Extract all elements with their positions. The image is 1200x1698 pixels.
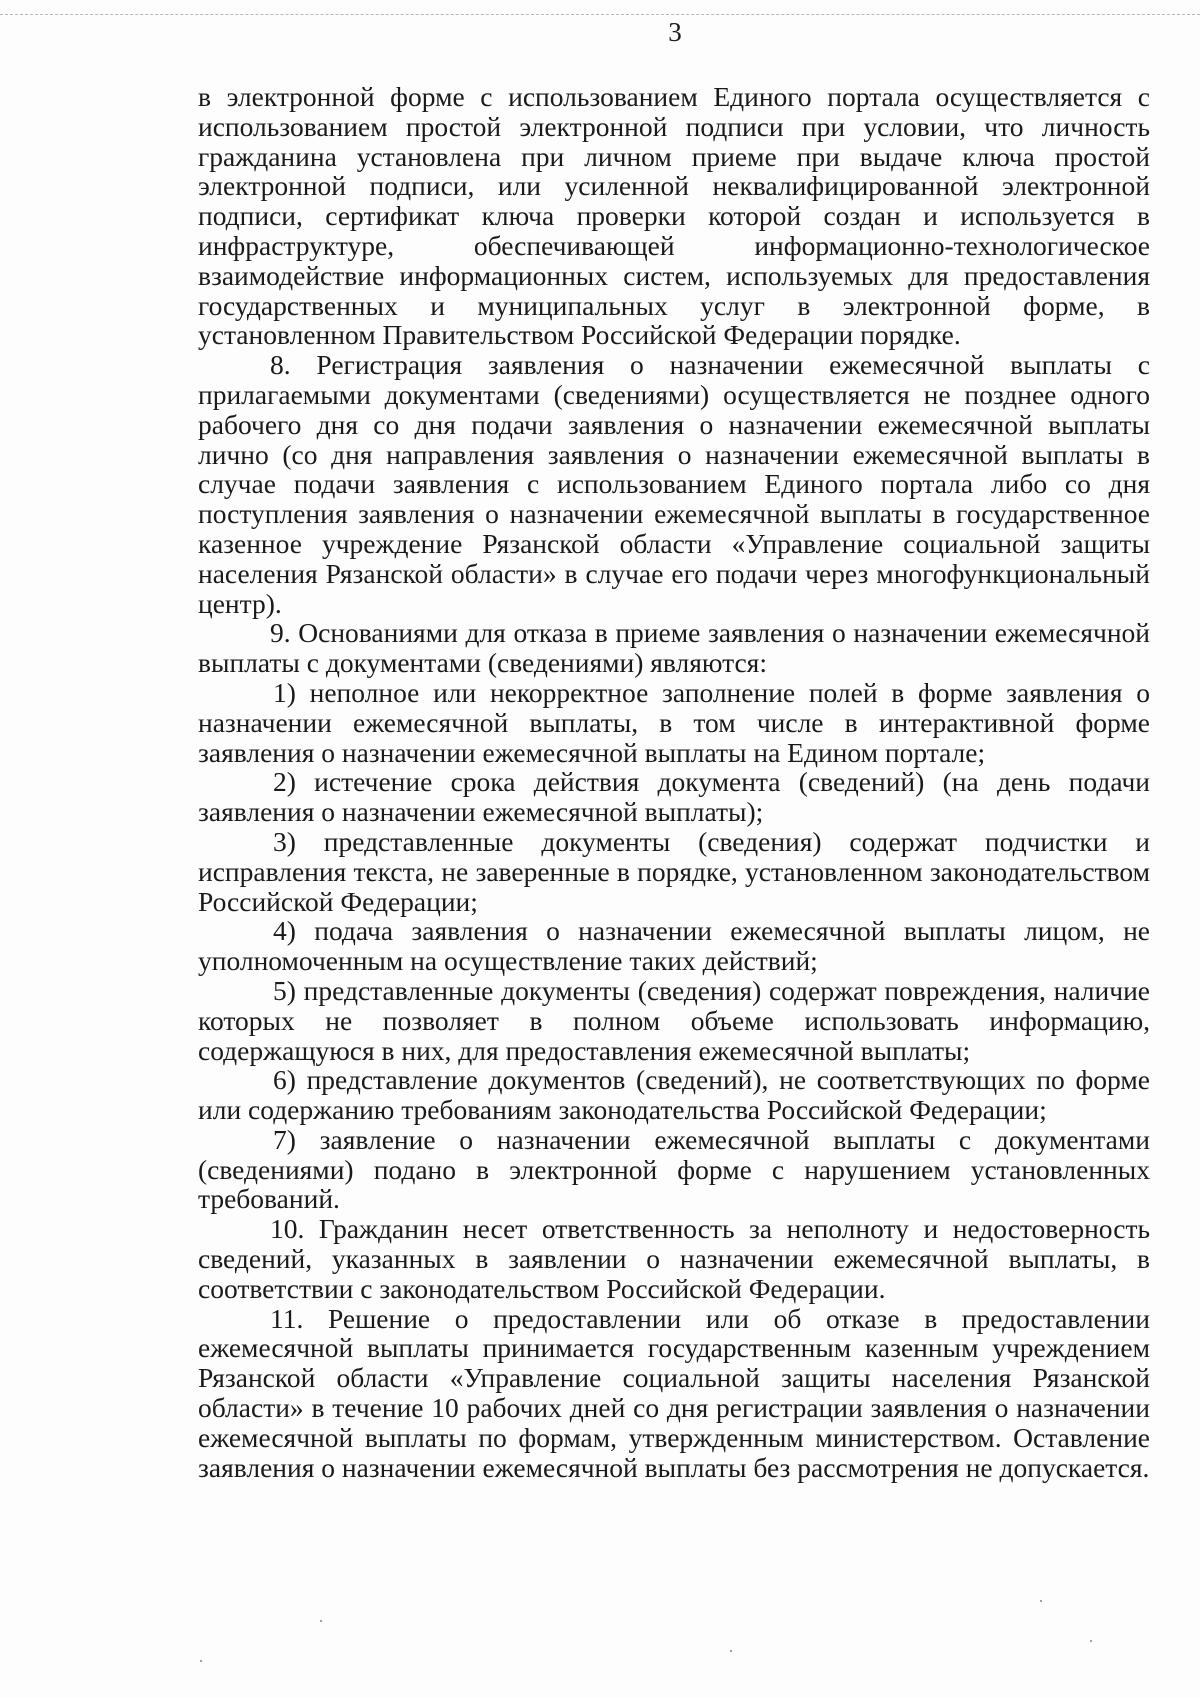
document-body — [198, 82, 1150, 1482]
top-scan-edge — [0, 14, 1200, 15]
page-number: 3 — [668, 17, 682, 47]
paragraph-9-item-5: 5) представленные документы (сведения) содержат повреждения, наличие которых не позволяет в полном объеме использовать информацию, содержащуюся в них, для предоставления ежемесячной выплаты; — [198, 974, 1150, 1066]
scan-speck — [320, 1620, 322, 1622]
paragraph-9-item-2: 2) истечение срока действия документа (сведений) (на день подачи заявления о назначении ежемесячной выплаты); — [198, 766, 1150, 828]
paragraph-9-item-4: 4) подача заявления о назначении ежемесячной выплаты лицом, не уполномоченным на осуществление таких действий; — [198, 915, 1150, 977]
scan-speck — [1090, 1640, 1092, 1642]
scan-speck — [1040, 1600, 1042, 1602]
paragraph-11: 11. Решение о предоставлении или об отказе в предоставлении ежемесячной выплаты принимается государственным казенным учреждением Рязанской области «Управление социальной защиты населения Рязанской области» в течение 10 рабочих дней со дня регистрации заявления о назначении ежемесячной выплаты по формам, утвержденным министерством. Оставление заявления о назначении ежемесячной выплаты без рассмотрения не допускается. — [198, 1302, 1150, 1483]
paragraph-9: 9. Основаниями для отказа в приеме заявления о назначении ежемесячной выплаты с документами (сведениями) являются: — [198, 617, 1150, 679]
paragraph-9-item-7: 7) заявление о назначении ежемесячной выплаты с документами (сведениями) подано в электронной форме с нарушением установленных требований. — [198, 1123, 1150, 1215]
paragraph-9-item-3: 3) представленные документы (сведения) содержат подчистки и исправления текста, не заверенные в порядке, установленном законодательством Российской Федерации; — [198, 825, 1150, 917]
paragraph-7-continuation: в электронной форме с использованием Единого портала осуществляется с использованием простой электронной подписи при условии, что личность гражданина установлена при личном приеме при выдаче ключа простой электронной подписи, или усиленной неквалифицированной электронной подписи, сертификат ключа проверки которой создан и используется в инфраструктуре, обеспечивающей информационно-технологическое взаимодействие информационных систем, используемых для предоставления государственных и муниципальных услуг в электронной форме, в установленном Правительством Российской Федерации порядке. — [198, 81, 1150, 351]
paragraph-9-item-6: 6) представление документов (сведений), не соответствующих по форме или содержанию требованиям законодательства Российской Федерации; — [198, 1064, 1150, 1126]
scan-speck — [730, 1650, 732, 1652]
scan-speck — [200, 1660, 202, 1662]
paragraph-9-item-1: 1) неполное или некорректное заполнение полей в форме заявления о назначении ежемесячной выплаты, в том числе в интерактивной форме заявления о назначении ежемесячной выплаты на Едином портале; — [198, 676, 1150, 768]
paragraph-10: 10. Гражданин несет ответственность за неполноту и недостоверность сведений, указанных в заявлении о назначении ежемесячной выплаты, в соответствии с законодательством Российской Федерации. — [198, 1213, 1150, 1304]
paragraph-8: 8. Регистрация заявления о назначении ежемесячной выплаты с прилагаемыми документами (сведениями) осуществляется не позднее одного рабочего дня со дня подачи заявления о назначении ежемесячной выплаты лично (со дня направления заявления о назначении ежемесячной выплаты в случае подачи заявления с использованием Единого портала либо со дня поступления заявления о назначении ежемесячной выплаты в государственное казенное учреждение Рязанской области «Управление социальной защиты населения Рязанской области» в случае его подачи через многофункциональный центр). — [198, 349, 1150, 619]
